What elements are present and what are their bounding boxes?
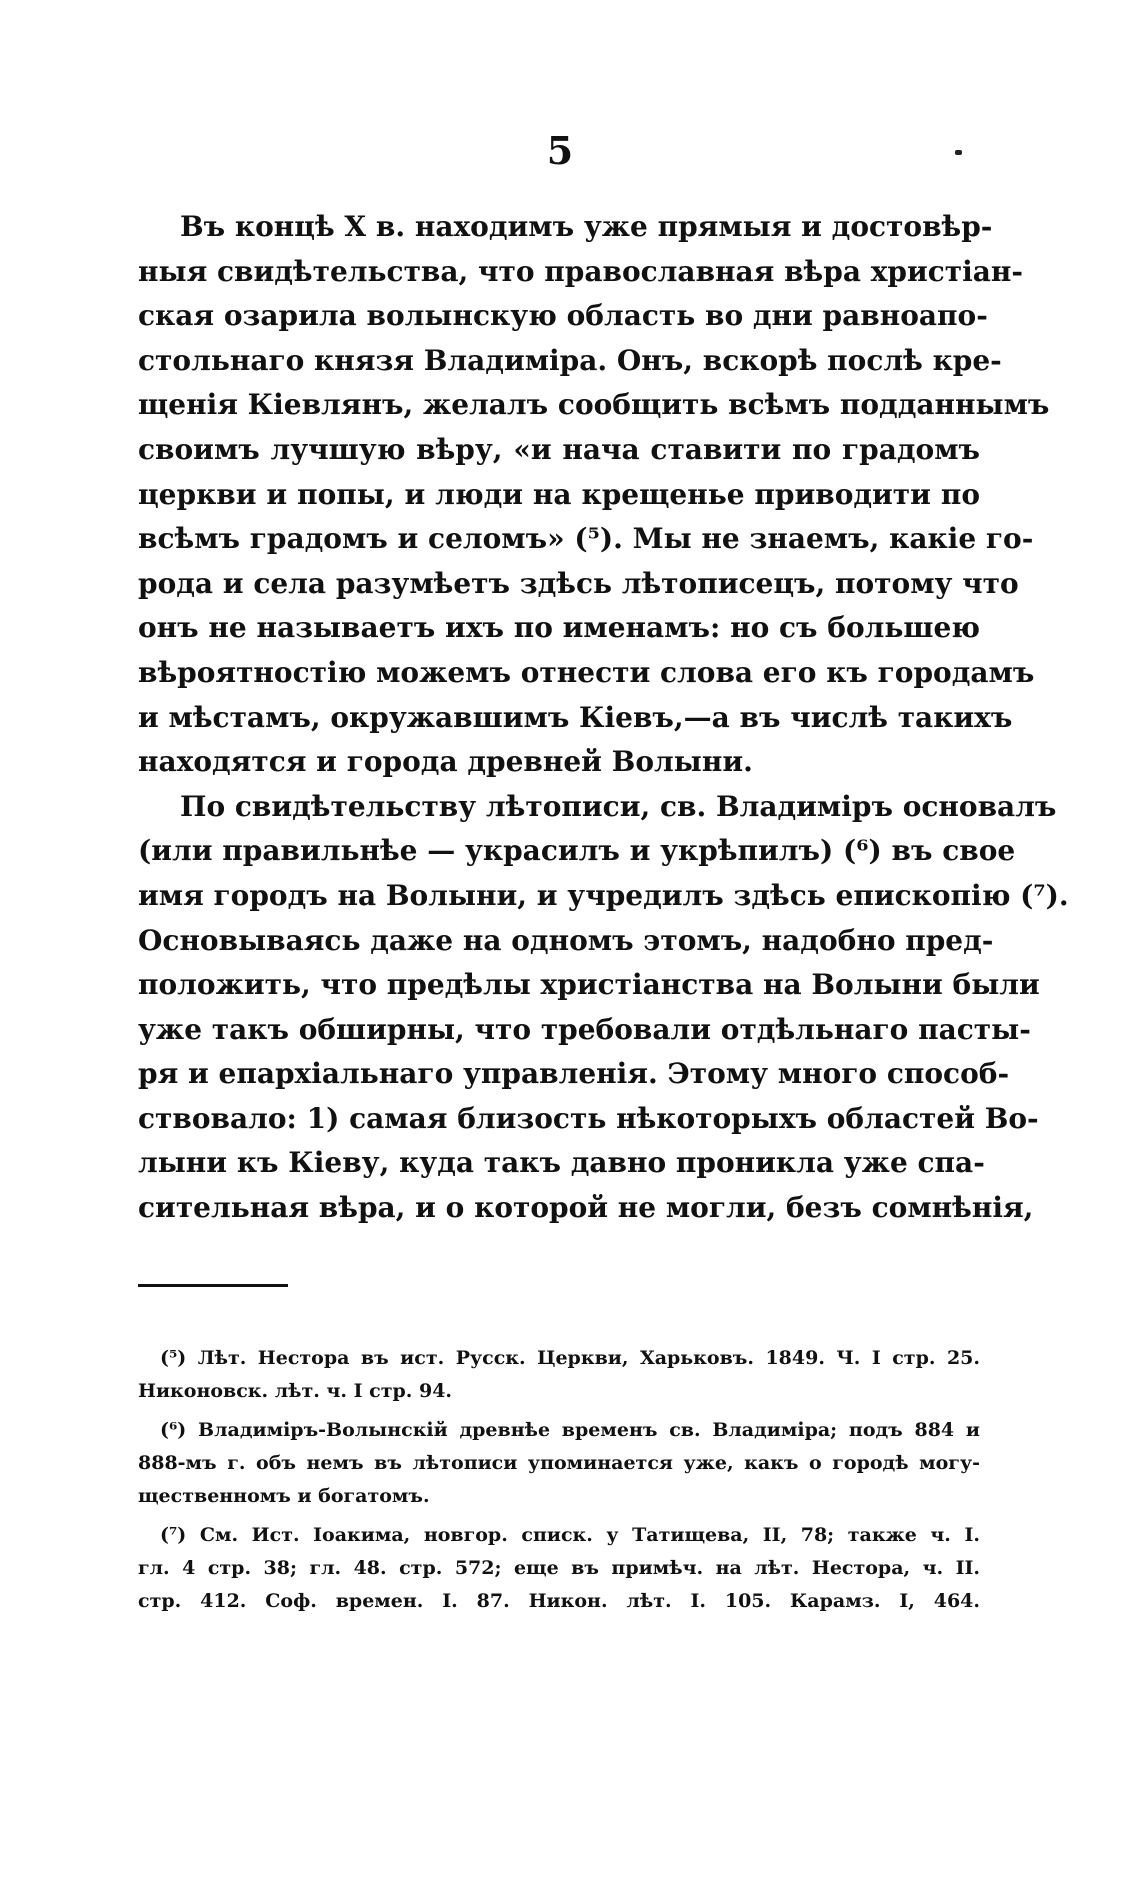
footnote-line: (⁵) Лѣт. Нестора въ ист. Русск. Церкви, Харьковъ. 1849. Ч. I стр. 25. <box>160 1347 980 1369</box>
text-line: щенія Кіевлянъ, желалъ сообщить всѣмъ подданнымъ <box>138 388 1050 422</box>
footnote-line: щественномъ и богатомъ. <box>138 1485 430 1507</box>
footnote-line: Никоновск. лѣт. ч. I стр. 94. <box>138 1380 453 1402</box>
text-line: уже такъ обширны, что требовали отдѣльнаго пасты- <box>138 1012 1031 1046</box>
footnote-line: гл. 4 стр. 38; гл. 48. стр. 572; еще въ примѣч. на лѣт. Нестора, ч. II. <box>138 1557 980 1579</box>
print-speck <box>955 150 962 155</box>
text-line: (или правильнѣе — украсилъ и укрѣпилъ) (⁶) въ свое <box>138 834 1016 868</box>
text-line: стольнаго князя Владиміра. Онъ, вскорѣ послѣ кре- <box>138 343 1002 377</box>
text-line: лыни къ Кіеву, куда такъ давно проникла уже спа- <box>138 1146 985 1180</box>
footnote-line: (⁶) Владиміръ-Волынскій древнѣе временъ св. Владиміра; подъ 884 и <box>160 1419 980 1441</box>
text-line: онъ не называетъ ихъ по именамъ: но съ большею <box>138 611 980 645</box>
paragraph-2 <box>138 785 1069 1231</box>
text-line: и мѣстамъ, окружавшимъ Кіевъ,—а въ числѣ такихъ <box>138 700 1013 734</box>
text-line: сительная вѣра, и о которой не могли, безъ сомнѣнія, <box>138 1191 1034 1225</box>
footnote-6 <box>138 1414 980 1513</box>
footnote-7 <box>138 1519 980 1618</box>
text-line: имя городъ на Волыни, и учредилъ здѣсь епископію (⁷). <box>138 878 1069 912</box>
text-line: вѣроятностію можемъ отнести слова его къ городамъ <box>138 655 1035 689</box>
text-line: всѣмъ градомъ и селомъ» (⁵). Мы не знаемъ, какіе го- <box>138 522 1034 556</box>
text-line: ская озарила волынскую область во дни равноапо- <box>138 299 988 333</box>
footnote-line: 888-мъ г. объ немъ въ лѣтописи упоминается уже, какъ о городѣ могу- <box>138 1452 980 1474</box>
text-line: церкви и попы, и люди на крещенье приводити по <box>138 477 980 511</box>
text-line: ныя свидѣтельства, что православная вѣра христіан- <box>138 254 1024 288</box>
body-text <box>138 205 1069 1231</box>
text-line: находятся и города древней Волыни. <box>138 745 753 779</box>
footnotes <box>138 1342 980 1624</box>
text-line: По свидѣтельству лѣтописи, св. Владиміръ основалъ <box>180 789 1057 823</box>
footnote-5 <box>138 1342 980 1408</box>
text-line: ря и епархіальнаго управленія. Этому много способ- <box>138 1057 1010 1091</box>
text-line: Въ концѣ X в. находимъ уже прямыя и достовѣр- <box>180 210 993 243</box>
text-line: положить, что предѣлы христіанства на Волыни были <box>138 968 1040 1002</box>
text-line: Основываясь даже на одномъ этомъ, надобно пред- <box>138 923 994 957</box>
page-number: 5 <box>546 128 574 173</box>
text-line: своимъ лучшую вѣру, «и нача ставити по градомъ <box>138 432 980 466</box>
footnote-separator <box>138 1284 288 1287</box>
paragraph-1 <box>138 205 1050 785</box>
footnote-line: (⁷) См. Ист. Іоакима, новгор. списк. у Татищева, II, 78; также ч. I. <box>160 1524 980 1546</box>
text-line: рода и села разумѣетъ здѣсь лѣтописецъ, потому что <box>138 566 1019 600</box>
text-line: ствовало: 1) самая близость нѣкоторыхъ областей Во- <box>138 1101 1039 1135</box>
footnote-line: стр. 412. Соф. времен. I. 87. Никон. лѣт. I. 105. Карамз. I, 464. <box>138 1590 980 1612</box>
